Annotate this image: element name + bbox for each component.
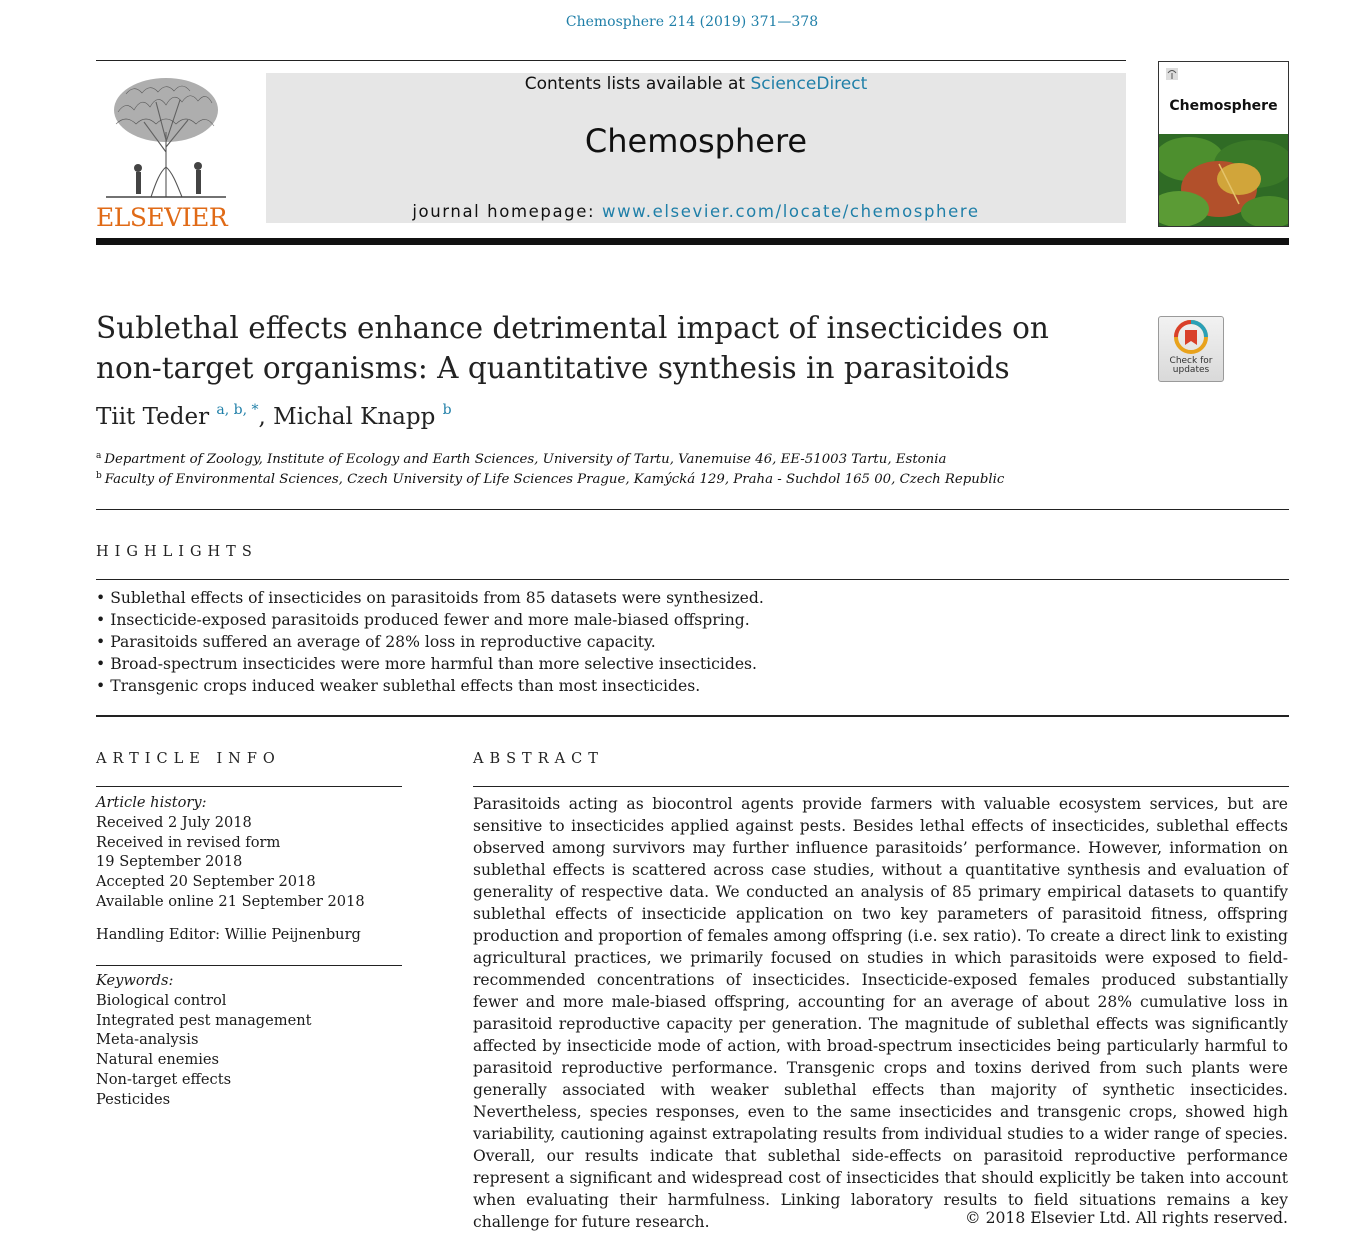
keywords-label: Keywords: — [96, 972, 174, 989]
article-title-line-1: Sublethal effects enhance detrimental impact of insecticides on — [96, 311, 1049, 345]
sciencedirect-link[interactable]: ScienceDirect — [750, 74, 868, 94]
cover-publisher-icon — [1166, 68, 1178, 80]
header-thick-rule — [96, 238, 1289, 245]
history-entry: Accepted 20 September 2018 — [96, 873, 316, 891]
affiliation-b: $^b$ Faculty of Environmental Sciences, Czech University of Life Sciences Prague, Kamýcká 129, Praha - Suchdol 165 00, Czech Republic — [96, 471, 1005, 487]
contents-line — [266, 74, 1126, 94]
keywords-block — [96, 971, 402, 1110]
highlight-item: • Insecticide-exposed parasitoids produced fewer and more male-biased offspring. — [96, 609, 1286, 631]
handling-editor: Handling Editor: Willie Peijnenburg — [96, 926, 361, 943]
keyword: Pesticides — [96, 1090, 171, 1108]
author-name[interactable]: Tiit Teder — [96, 404, 210, 430]
elsevier-wordmark: ELSEVIER — [96, 203, 228, 232]
affiliation-a: $^a$ Department of Zoology, Institute of Ecology and Earth Sciences, University of Tartu, Vanemuise 46, EE-51003 Tartu, Estonia — [96, 451, 947, 467]
history-entry: Received in revised form — [96, 833, 281, 851]
keyword: Natural enemies — [96, 1051, 220, 1069]
divider — [473, 786, 1289, 787]
journal-homepage-link[interactable]: www.elsevier.com/locate/chemosphere — [601, 202, 980, 221]
keyword: Biological control — [96, 991, 227, 1009]
keyword: Integrated pest management — [96, 1011, 312, 1029]
author-affiliation-marks[interactable]: a, b, * — [216, 402, 259, 418]
keywords-list — [96, 991, 402, 1110]
check-updates-label: Check for updates — [1169, 356, 1213, 375]
check-for-updates-button[interactable] — [1158, 316, 1224, 382]
divider — [96, 579, 1289, 580]
abstract-heading: ABSTRACT — [473, 751, 604, 767]
article-title — [96, 308, 1096, 388]
divider — [96, 965, 402, 966]
article-title-line-2: non-target organisms: A quantitative synthesis in parasitoids — [96, 351, 1010, 385]
author-affiliation-marks[interactable]: b — [442, 402, 452, 418]
contents-prefix: Contents lists available at — [524, 74, 751, 94]
history-entry: Received 2 July 2018 — [96, 813, 252, 831]
header-rule — [96, 60, 1126, 61]
divider — [96, 786, 402, 787]
highlight-item: • Sublethal effects of insecticides on parasitoids from 85 datasets were synthesized. — [96, 587, 1286, 609]
homepage-prefix: journal homepage: — [412, 202, 602, 221]
keyword: Non-target effects — [96, 1070, 232, 1088]
journal-citation[interactable]: Chemosphere 214 (2019) 371—378 — [565, 14, 819, 30]
highlights-heading: HIGHLIGHTS — [96, 544, 258, 560]
highlight-item: • Transgenic crops induced weaker sublethal effects than most insecticides. — [96, 675, 1286, 697]
journal-title: Chemosphere — [584, 122, 808, 160]
highlight-item: • Parasitoids suffered an average of 28% loss in reproductive capacity. — [96, 631, 1286, 653]
cover-title: Chemosphere — [1169, 98, 1278, 114]
divider — [96, 509, 1289, 510]
highlight-item: • Broad-spectrum insecticides were more harmful than more selective insecticides. — [96, 653, 1286, 675]
elsevier-logo[interactable] — [96, 72, 236, 232]
journal-cover[interactable] — [1158, 61, 1289, 227]
copyright-notice: © 2018 Elsevier Ltd. All rights reserved. — [965, 1209, 1288, 1227]
elsevier-tree-icon — [96, 72, 236, 202]
journal-homepage-line — [266, 202, 1126, 221]
history-entry: 19 September 2018 — [96, 853, 243, 871]
author-name[interactable]: Michal Knapp — [273, 404, 436, 430]
history-label: Article history: — [96, 794, 207, 811]
history-entry: Available online 21 September 2018 — [96, 892, 365, 910]
abstract-body: Parasitoids acting as biocontrol agents provide farmers with valuable ecosystem services, but are sensitive to insecticides applied against pests. Besides lethal effects of insecticides, sublethal effects observed among survivors may further influence parasitoids’ performance. However, information on sublethal effects is scattered across case studies, without a quantitative synthesis and evaluation of generality of respective data. We conducted an analysis of 85 primary empirical datasets to quantify sublethal effects of insecticide application on two key parameters of parasitoid fitness, offspring production and proportion of females among offspring (i.e. sex ratio). To create a direct link to existing agricultural practices, we primarily focused on studies in which parasitoids were exposed to field-recommended concentrations of insecticides. Insecticide-exposed females produced substantially fewer and more male-biased offspring, accounting for an average of about 28% cumulative loss in parasitoid reproductive capacity per generation. The magnitude of sublethal effects was significantly affected by insecticide mode of action, with broad-spectrum insecticides being particularly harmful to parasitoid reproductive performance. Transgenic crops and toxins derived from such plants were generally associated with weaker sublethal effects than majority of synthetic insecticides. Nevertheless, species responses, even to the same insecticides and transgenic crops, showed high variability, cautioning against extrapolating results from individual studies to a wider range of species. Overall, our results indicate that sublethal side-effects on parasitoid reproductive performance represent a significant and widespread cost of insecticides that should explicitly be taken into account when evaluating their harmfulness. Linking laboratory results to field situations remains a key challenge for future research. — [473, 795, 1288, 1231]
article-info-heading: ARTICLE INFO — [96, 751, 281, 767]
highlights-list — [96, 587, 1286, 697]
author-list: Tiit Teder $^{a, b, *}$, Michal Knapp $^b$ — [96, 402, 452, 430]
cover-leaves-icon — [1159, 134, 1288, 226]
check-updates-icon — [1159, 317, 1223, 357]
article-history — [96, 793, 402, 912]
divider — [96, 715, 1289, 717]
keyword: Meta-analysis — [96, 1031, 199, 1049]
